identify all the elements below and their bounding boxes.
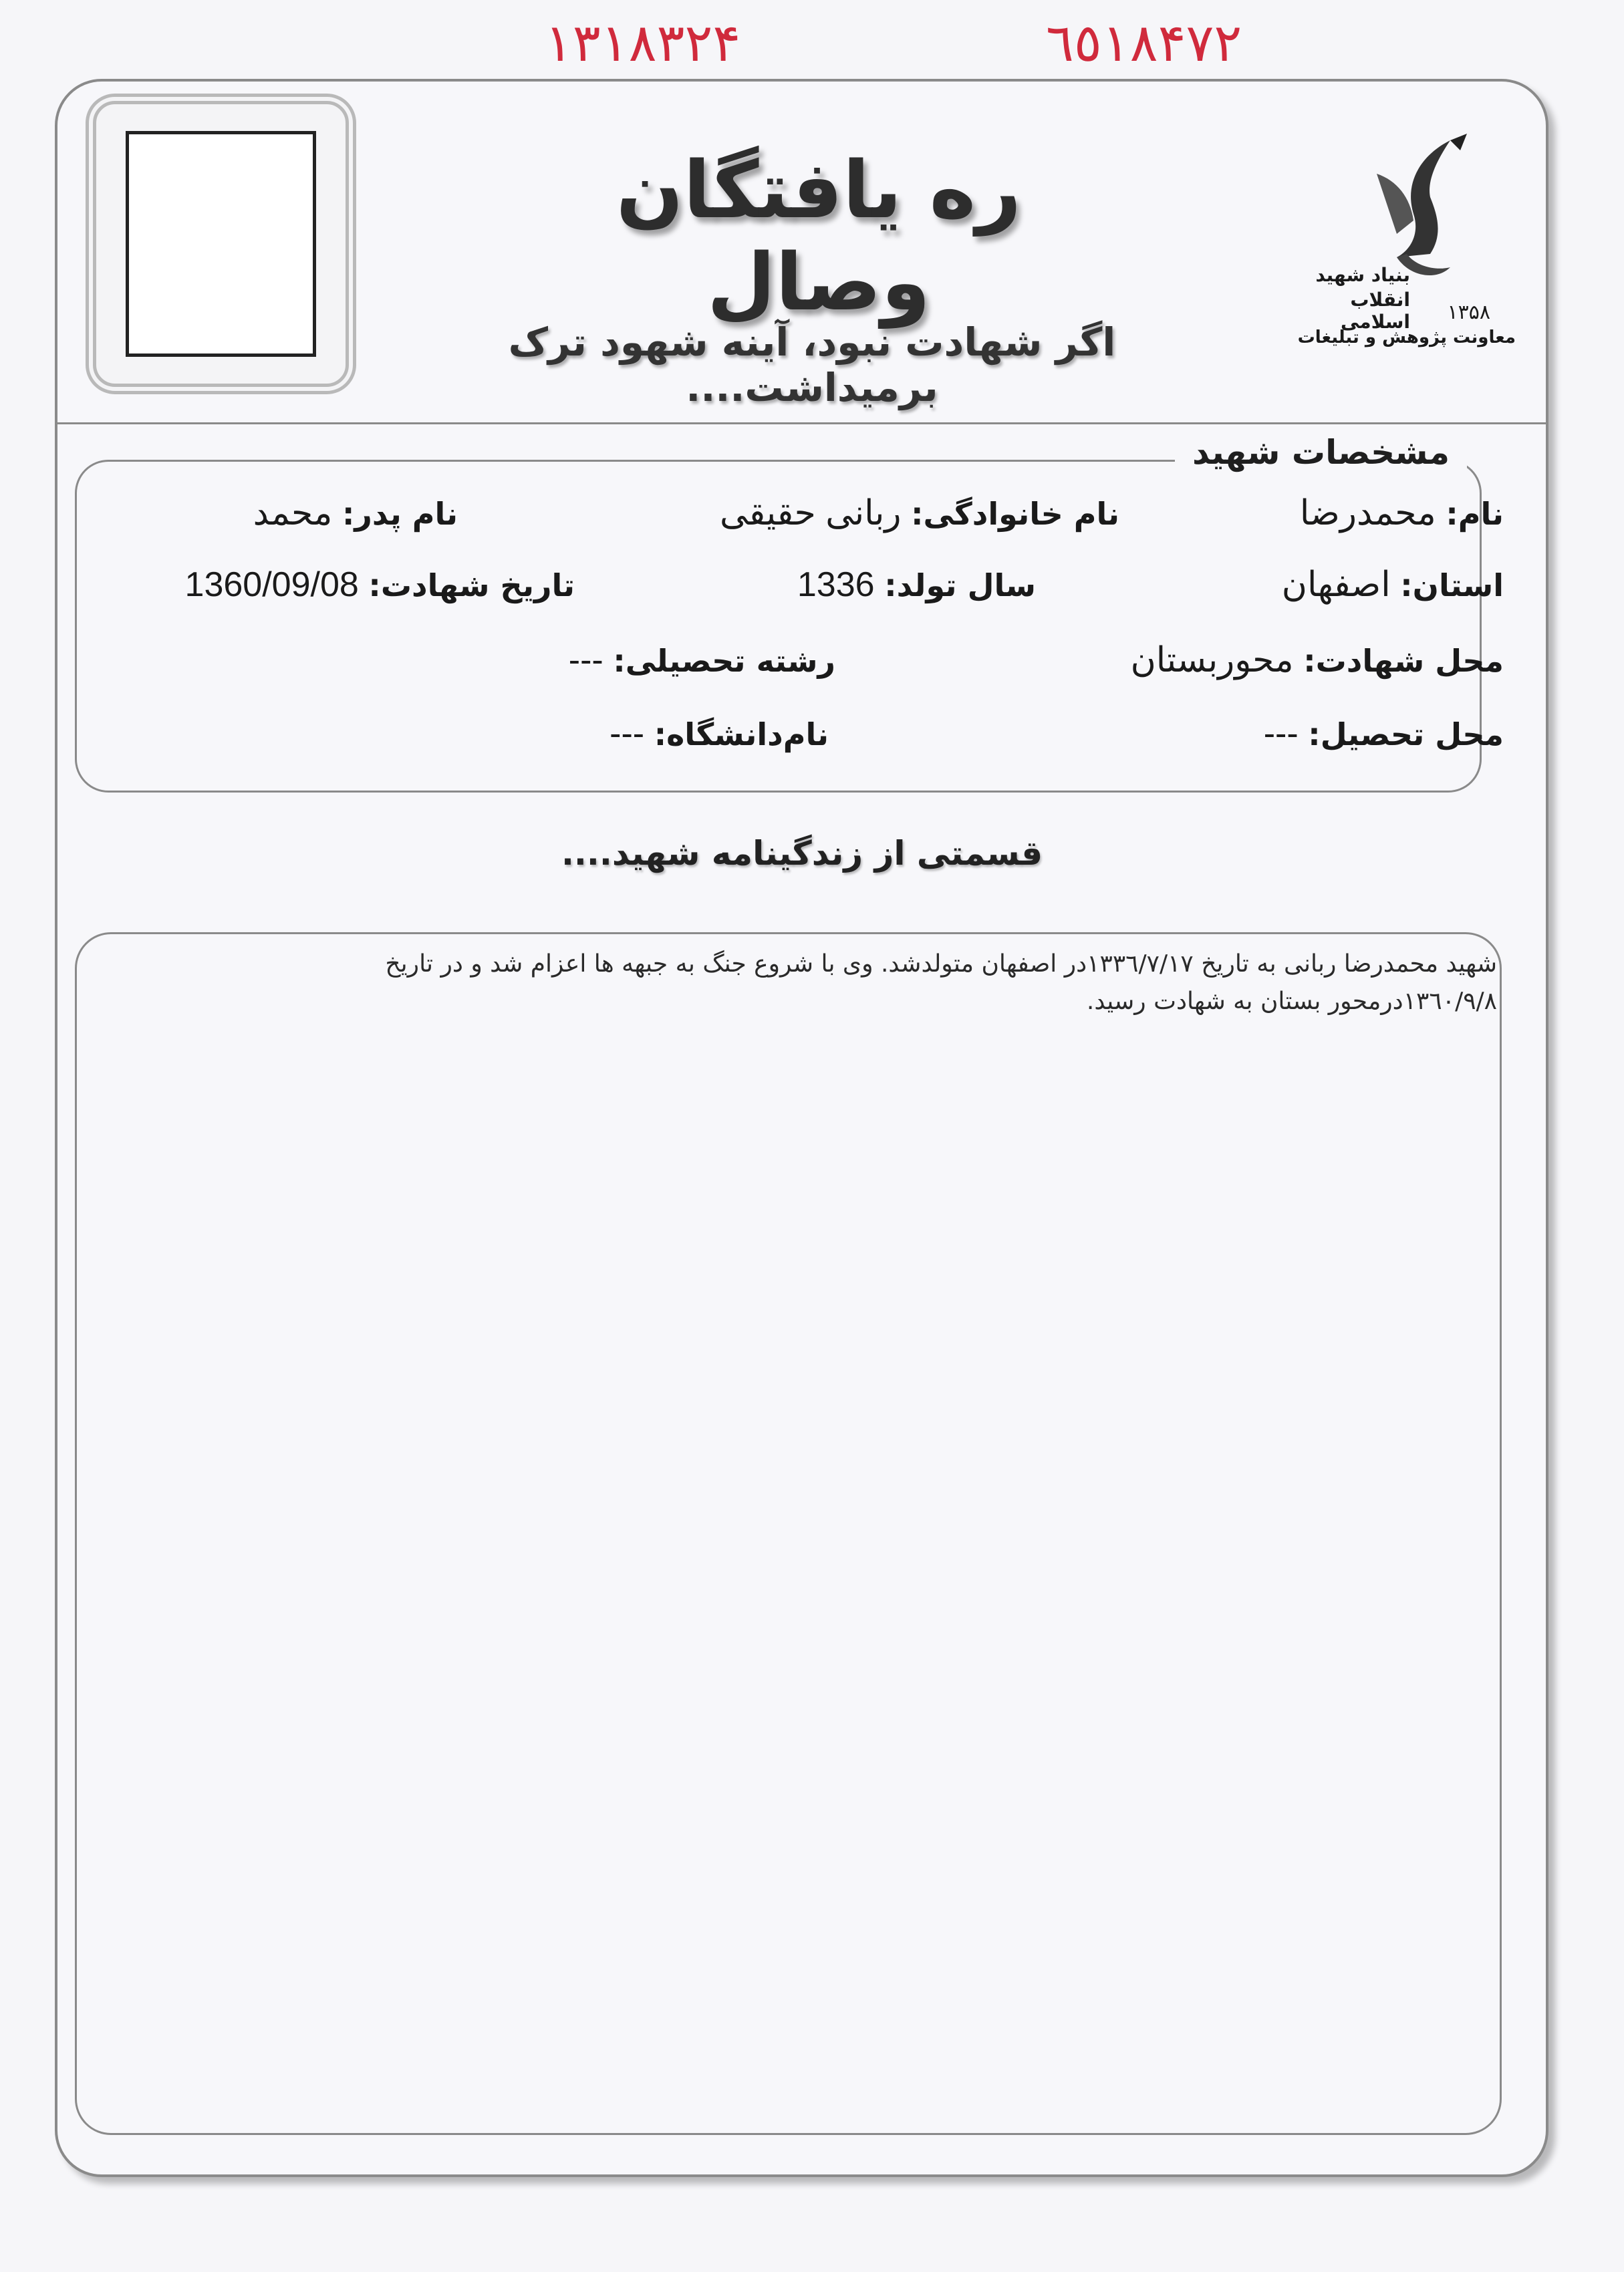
field-label: نام خانوادگی: <box>911 496 1119 532</box>
field-field-of-study <box>569 640 835 680</box>
biography-line: شهید محمدرضا ربانی به تاریخ ۱۳۳٦/۷/۱۷در اصفهان متولدشد. وی با شروع جنگ به جبهه ها اعزام شد و در تاریخ <box>385 950 1497 978</box>
field-label: سال تولد: <box>884 567 1036 603</box>
field-label: رشته تحصیلی: <box>613 643 835 679</box>
field-label: نام پدر: <box>342 496 458 532</box>
field-first-name <box>1300 493 1504 533</box>
field-value: ربانی حقیقی <box>720 494 902 533</box>
field-value: --- <box>1263 714 1299 753</box>
field-family-name <box>720 493 1119 533</box>
page-subtitle: اگر شهادت نبود، آینه شهود ترک برمیداشت.... <box>508 319 1116 410</box>
field-value: محمدرضا <box>1299 494 1436 533</box>
biography-title: قسمتی از زندگینامه شهید.... <box>561 834 1043 873</box>
martyr-info-legend: مشخصات شهید <box>1175 433 1467 472</box>
biography-line: ۱۳٦۰/۹/۸درمحور بستان به شهادت رسید. <box>1086 988 1497 1015</box>
field-value: محمد <box>253 494 333 533</box>
field-value: --- <box>568 641 603 680</box>
page-title: ره یافتگان وصال <box>616 144 1022 328</box>
field-martyrdom-place <box>1131 640 1504 680</box>
field-university <box>610 714 829 754</box>
logo-text-revolution: انقلاب اسلامی <box>1340 289 1410 333</box>
header-divider <box>55 422 1548 424</box>
field-value: 1360/09/08 <box>184 565 359 604</box>
field-label: محل شهادت: <box>1303 643 1504 679</box>
handwritten-number-left: ۱۳۱۸۳۲۴ <box>545 13 741 74</box>
field-label: استان: <box>1400 567 1504 603</box>
photo-frame <box>86 94 356 394</box>
logo-text-year: ۱۳۵۸ <box>1447 301 1490 324</box>
logo-text-department: معاونت پژوهش و تبلیغات <box>1297 327 1516 347</box>
field-label: تاریخ شهادت: <box>368 567 575 603</box>
field-label: نام: <box>1446 496 1504 532</box>
field-province <box>1282 565 1504 605</box>
field-study-place <box>1264 714 1504 754</box>
field-martyrdom-date <box>185 565 575 605</box>
field-value: اصفهان <box>1281 565 1391 604</box>
field-value: --- <box>610 714 645 753</box>
field-father-name <box>253 493 458 533</box>
biography-box <box>75 932 1502 2135</box>
field-value: محوربستان <box>1130 641 1294 680</box>
field-value: 1336 <box>797 565 875 604</box>
photo-placeholder <box>126 131 316 357</box>
handwritten-number-right: ٦٥۱۸۴۷۲ <box>1046 13 1242 74</box>
foundation-logo <box>1283 134 1516 361</box>
field-label: محل تحصیل: <box>1308 716 1504 752</box>
logo-text-foundation: بنیاد شهید <box>1315 264 1410 286</box>
biography-text <box>200 946 1497 1020</box>
field-label: نام‌دانشگاه: <box>654 716 829 752</box>
field-birth-year <box>797 565 1036 605</box>
